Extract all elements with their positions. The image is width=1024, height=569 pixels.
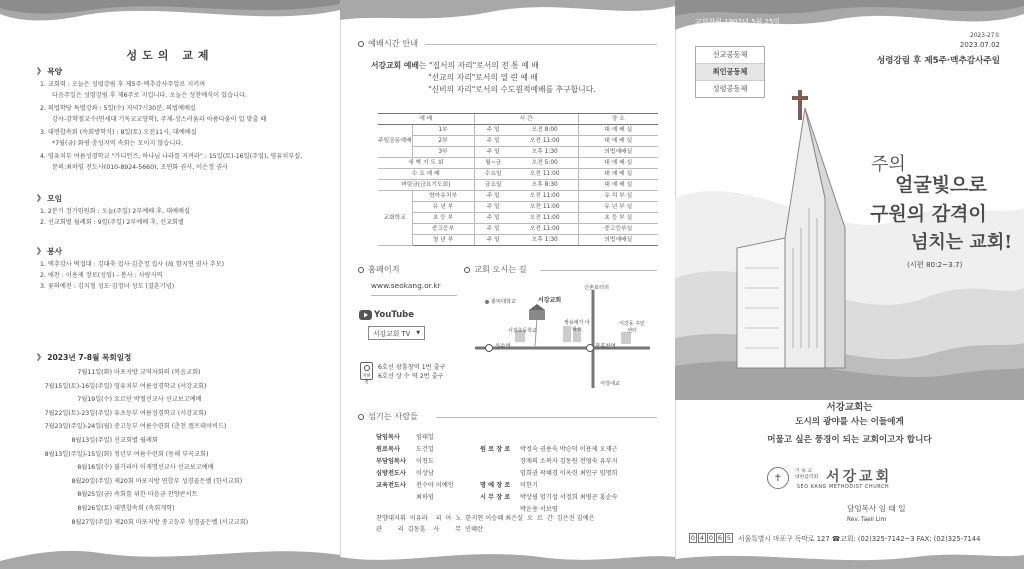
- zip-digit: 5: [726, 534, 732, 542]
- subway-line: 6호선 상 수 역 2번 출구: [378, 373, 444, 381]
- table-row: [378, 202, 658, 213]
- table-row: [378, 136, 658, 147]
- slogan-line: 구원의 감격이: [870, 203, 987, 225]
- table-cell: 의법예배실: [578, 147, 658, 158]
- directions-section-title: 교회 오시는 길: [464, 264, 527, 275]
- section-divider: [371, 295, 457, 296]
- intro-line: "신비의 자리"로서의 수도원적예배를 추구합니다.: [428, 85, 596, 95]
- logo-name: 서강교회: [826, 469, 893, 485]
- staff-name: 박상필 엄기섭 서정희 최병곤 홍순숙: [520, 494, 618, 501]
- notice-line: 2. 의법학당 특별강좌 : 5일(수) 저녁7시30분, 의법예배실: [40, 105, 196, 112]
- church-seal-icon: ✝: [767, 467, 789, 489]
- schedule-date: 7월19일(수): [77, 396, 112, 404]
- table-cell: 1부: [412, 125, 474, 136]
- table-row: [378, 147, 658, 158]
- mission-line: 머물고 싶은 풍경이 되는 교회이고자 합니다: [767, 435, 932, 445]
- panel-cover: [675, 0, 1024, 569]
- staff-name: 도건일: [416, 446, 434, 453]
- table-cell: 주 일: [474, 235, 512, 246]
- staff-role: 교육전도사: [376, 482, 406, 489]
- schedule-event: 속회를 위한 마음금 찬양콘서트: [114, 491, 198, 499]
- community-tab: 선교공동체: [696, 47, 764, 64]
- table-cell: 대 예 배 실: [578, 125, 658, 136]
- notice-line: 4. 영유치부 여름성경학교 "가디언즈, 하나님 나라를 지켜라" : 15일(토)-16일(주일), 영유치부실,: [40, 153, 303, 160]
- table-row: [378, 224, 658, 235]
- staff-role: 원 로 장 로: [480, 446, 511, 453]
- staff-role: 부담임목사: [376, 458, 406, 465]
- table-cell: 청 년 부: [412, 235, 474, 246]
- staff-name: 최하임: [416, 494, 434, 501]
- homepage-link[interactable]: www.seokang.or.kr: [371, 281, 441, 290]
- staff-line: 관 리 김동훈 사 무 민혜란: [376, 526, 483, 533]
- schedule-date: 7월11일(화): [77, 369, 112, 376]
- staff-name: 전수아 이예인: [416, 482, 454, 489]
- schedule-date: 8월20일(주일): [71, 477, 112, 485]
- fellowship-title: 성도의 교제: [126, 49, 214, 62]
- table-cell: 영아유치부: [412, 191, 474, 202]
- subway-badge: 지하철: [360, 362, 373, 380]
- table-row: [378, 158, 658, 169]
- table-cell: 2부: [412, 136, 474, 147]
- table-cell: 주 일: [474, 224, 512, 235]
- staff-name: 박운용 서보영: [520, 506, 558, 513]
- schedule-date: 8월25일(금): [77, 491, 112, 499]
- table-row: [378, 191, 658, 202]
- notice-line: 3. 꽃의예전 : 김지철 성도·김정녀 성도 (결혼기념): [40, 283, 175, 290]
- schedule-event: 영유치부 여름성경학교 (서강교회): [114, 382, 207, 390]
- table-cell: 초 등 부 실: [578, 213, 658, 224]
- staff-role: 담임목사: [376, 434, 400, 441]
- bullet-circle-icon: [358, 41, 364, 47]
- notice-line: 3. 대면합속회 (속회방학식) : 8일(토) 오전11시, 대예배실: [40, 129, 197, 136]
- slogan-line: 얼굴빛으로: [895, 174, 987, 196]
- staff-name: 박정숙 권용숙 박승덕 이용제 오재근: [520, 446, 618, 453]
- mission-line: 서강교회는: [826, 402, 873, 413]
- bullet-circle-icon: [464, 267, 470, 273]
- map-label: 광흥창역: [595, 344, 616, 350]
- section-divider: [425, 44, 657, 45]
- notice-line: 문의:최하임 전도사(010-8924-5660), 조연화 권사, 이은정 권사: [52, 164, 229, 171]
- table-cell: 대 예 배 실: [578, 169, 658, 180]
- table-cell: 의법예배실: [578, 235, 658, 246]
- section-heading: 》 모임: [37, 194, 62, 203]
- community-tab: 성령공동체: [712, 84, 748, 93]
- youtube-label: YouTube: [374, 310, 415, 320]
- slogan-line: 주의: [871, 154, 906, 175]
- table-cell: 주 일: [474, 213, 512, 224]
- founded-date: 교회창립 1902년 5월 25일: [695, 18, 781, 26]
- notice-line: 1. 교회력 : 오늘은 성령강림 후 제5주·맥추감사주일로 지키며: [40, 81, 206, 88]
- subway-info: [378, 363, 446, 382]
- schedule-event: 유초등부 여름성경학교 (서강교회): [114, 409, 207, 417]
- staff-line: 찬양대지휘 이유라 피 아 노 한지연 이승혜 최은실 오 르 간 김은진 김예은: [376, 515, 595, 522]
- table-cell: 주 일: [474, 147, 512, 158]
- table-cell: 오전 11:00: [512, 224, 578, 235]
- zip-digit: 6: [717, 534, 723, 542]
- worship-section-title: 예배시간 안내: [358, 38, 418, 49]
- schedule-date: 7월22일(토)-23일(주일): [44, 409, 112, 417]
- zip-digit: 4: [699, 534, 705, 542]
- subway-icon: [364, 365, 370, 371]
- notice-line: 강사-감학철교수(연세대 기독교교양학), 주제-성스러움과 아름다움이 입 맞출 때: [52, 116, 267, 123]
- map-label: 상수역: [495, 344, 511, 350]
- table-cell: 주 일: [474, 136, 512, 147]
- table-cell: 머릿금(금요기도회): [378, 180, 474, 191]
- youtube-play-icon: [359, 310, 372, 320]
- church-address: 서울특별시 마포구 독막로 127 ☎교회: (02)325-7142~3 FAX: (02)325-7144: [738, 535, 981, 543]
- schedule-date: 8월27일(주일): [71, 518, 112, 526]
- pastor-name: 담임목사 임 태 일: [847, 504, 906, 513]
- table-row: [378, 213, 658, 224]
- schedule-event: 청년부 여름수련회 (동해 부곡교회): [114, 450, 209, 458]
- header-service: 예 배: [378, 114, 474, 125]
- table-row: [378, 125, 658, 136]
- table-cell: 유 년 부 실: [578, 202, 658, 213]
- map-label: 서강동 주민센터: [619, 321, 645, 334]
- table-cell: 초 등 부: [412, 213, 474, 224]
- schedule-date: 7월15일(토)-16일(주일): [44, 382, 112, 390]
- table-cell: 새 벽 기 도 회: [378, 158, 474, 169]
- schedule-event: 선교회별 월례회: [114, 437, 158, 444]
- bullet-circle-icon: [358, 414, 364, 420]
- table-cell: 수요일: [474, 169, 512, 180]
- intro-line: "선교의 자리"로서의 열 린 예 배: [428, 73, 538, 83]
- table-cell: 유 치 부 실: [578, 191, 658, 202]
- worship-intro: [371, 60, 596, 96]
- homepage-section-title: 홈페이지: [358, 264, 400, 275]
- intro-church: 서강교회 예배: [371, 61, 419, 70]
- notice-line: 1. 맥추감사 떡접대 : 김대축 집사·김춘정 집사 (故 함지연 권사 추모): [40, 261, 225, 268]
- table-cell: 금요일: [474, 180, 512, 191]
- staff-name: 임태일: [416, 434, 434, 441]
- footer-wave: [340, 547, 675, 569]
- schedule-date: 8월13일(주일): [71, 437, 112, 444]
- intro-line: 는 "집서의 자리"로서의 전 통 예 배: [418, 61, 539, 70]
- schedule-event: 제20회 마포지방 중고등부 성경골든벨 (서교교회): [114, 518, 249, 526]
- staff-name: 이청도: [416, 458, 434, 465]
- address-line: [689, 533, 980, 543]
- table-cell: 오전 11:00: [512, 191, 578, 202]
- schedule-event: 마포지방 교역자회의 (복음교회): [114, 369, 201, 376]
- staff-role: 명 예 장 로: [480, 482, 511, 489]
- schedule-date: 8월16일(수): [77, 464, 112, 472]
- section-heading: 》 목양: [37, 67, 62, 76]
- table-cell: 오전 11:00: [512, 169, 578, 180]
- church-location-map: [475, 280, 665, 390]
- pastor-english: Rev. Taeil Lim: [847, 517, 887, 523]
- header-place: 장 소: [578, 114, 658, 125]
- zip-digit: 0: [690, 534, 696, 542]
- table-cell: 수 요 예 배: [378, 169, 474, 180]
- table-row: [378, 180, 658, 191]
- table-cell: 오후 8:30: [512, 180, 578, 191]
- youtube-channel: 서강교회 TV: [373, 330, 411, 338]
- youtube-logo: [359, 310, 414, 320]
- staff-name: 임희권 곽혜경 이옥련 최인구 임명희: [520, 470, 618, 477]
- schedule-event: 대면합속회 (속회개학): [114, 505, 175, 512]
- staff-name: 이상남: [416, 470, 434, 477]
- table-cell: 중고등부: [412, 224, 474, 235]
- subway-line: 6호선 광흥창역 1번 출구: [378, 364, 446, 371]
- panel-worship: [340, 0, 675, 569]
- bible-verse: (시편 80:2~3.7): [907, 260, 963, 269]
- slogan-line: 넘치는 교회!: [911, 232, 1013, 253]
- church-marker: [529, 310, 545, 320]
- mission-line: 도시의 광야를 사는 이들에게: [795, 417, 904, 427]
- section-divider: [540, 270, 657, 271]
- youtube-channel-box[interactable]: [368, 326, 425, 340]
- community-tabs: [695, 46, 765, 98]
- sunday-name: 성령강림 후 제5주·맥추감사주일: [876, 56, 1000, 66]
- schedule-date: 7월23일(주일)-24일(월): [44, 423, 112, 431]
- staff-role: 시 무 장 로: [480, 494, 511, 501]
- staff-name: 장재의 소복자 김동원 전영숙 유부지: [520, 458, 618, 465]
- table-row: [378, 169, 658, 180]
- staff-role: 심방전도사: [376, 470, 406, 477]
- logo-denomination: 기 독 교 대한감리회: [795, 469, 819, 481]
- notice-line: 2. 애찬 : 이용제 장로(성임) - 봉사 : 사랑지역: [40, 272, 163, 279]
- map-label-church: 서강교회: [538, 297, 562, 304]
- table-cell: 유 년 부: [412, 202, 474, 213]
- notice-line: 다음주일은 성령강림 후 제6주로 지킵니다. 오늘은 성찬예식이 있습니다.: [52, 92, 247, 99]
- table-cell: 교회학교: [378, 191, 412, 246]
- table-row: [378, 235, 658, 246]
- table-cell: 오전 5:00: [512, 158, 578, 169]
- notice-line: *7월(금) 화평·충성지역 속회는 모이지 않습니다.: [52, 140, 184, 147]
- header-wave: [0, 0, 340, 40]
- section-heading: 》 봉사: [37, 247, 62, 256]
- staff-section-title: 섬기는 사람들: [358, 411, 418, 422]
- map-label: 쌍용예가 아파트: [564, 320, 590, 333]
- schedule-heading: 》 2023년 7-8월 목회일정: [37, 353, 132, 362]
- panel-fellowship: [0, 0, 340, 569]
- section-divider: [436, 417, 657, 418]
- schedule-date: 8월13일(주일)-15일(화): [44, 450, 112, 458]
- table-cell: 주일공동예배: [378, 125, 412, 158]
- header-wave: [340, 0, 675, 36]
- zip-digit: 0: [708, 534, 714, 542]
- map-label: 서강대교: [600, 381, 621, 387]
- notice-line: 1. 2분기 정기임원회 : 오늘(주일) 2부예배 후, 대예배실: [40, 208, 190, 215]
- bullet-circle-icon: [358, 267, 364, 273]
- table-cell: 대 예 배 실: [578, 158, 658, 169]
- header-time: 시 간: [474, 114, 578, 125]
- worship-schedule-table: [378, 113, 658, 246]
- table-cell: 중고등부실: [578, 224, 658, 235]
- table-cell: 주 일: [474, 125, 512, 136]
- zip-code: [689, 533, 734, 543]
- map-label: 홍익대학교: [491, 299, 517, 305]
- table-cell: 오전 11:00: [512, 213, 578, 224]
- footer-wave: [675, 547, 1024, 569]
- table-cell: 월~금: [474, 158, 512, 169]
- table-header-row: [378, 114, 658, 125]
- table-cell: 주 일: [474, 202, 512, 213]
- table-cell: 오후 1:30: [512, 147, 578, 158]
- schedule-date: 8월26일(토): [77, 505, 112, 512]
- bulletin-date: 2023.07.02: [959, 41, 1000, 49]
- staff-role: 원로목사: [376, 446, 400, 453]
- schedule-event: 불가리아 이재명선교사 선교보고예배: [114, 464, 214, 472]
- schedule-event: 요르단 박철선교사 선교보고예배: [114, 396, 202, 404]
- table-body: [378, 125, 658, 246]
- table-cell: 주 일: [474, 191, 512, 202]
- community-tab-active: 최인공동체: [696, 64, 764, 81]
- issue-number: 2023-27호: [970, 33, 1000, 39]
- table-cell: 오후 1:30: [512, 235, 578, 246]
- notice-line: 2. 선교회별 월례회 : 9일(주일) 2부예배 후, 선교회별: [40, 219, 185, 226]
- dropdown-icon: ▼: [416, 330, 421, 336]
- table-cell: 대 예 배 실: [578, 180, 658, 191]
- table-cell: 오전 8:00: [512, 125, 578, 136]
- table-cell: 대 예 배 실: [578, 136, 658, 147]
- table-cell: 3부: [412, 147, 474, 158]
- footer-wave: [0, 547, 340, 569]
- schedule-event: 제20회 마포지방 연합부 성경골든벨 (한서교회): [114, 477, 243, 485]
- table-cell: 오전 11:00: [512, 202, 578, 213]
- table-cell: 오전 11:00: [512, 136, 578, 147]
- schedule-event: 중고등부 여름수련회 (춘천 캠프데이비드): [114, 423, 227, 431]
- map-label: 신촌로터리: [584, 285, 610, 291]
- logo-english: SEO KANG METHODIST CHURCH: [797, 485, 890, 490]
- staff-name: 이한기: [520, 482, 538, 489]
- map-label: 서강초등학교: [508, 328, 537, 334]
